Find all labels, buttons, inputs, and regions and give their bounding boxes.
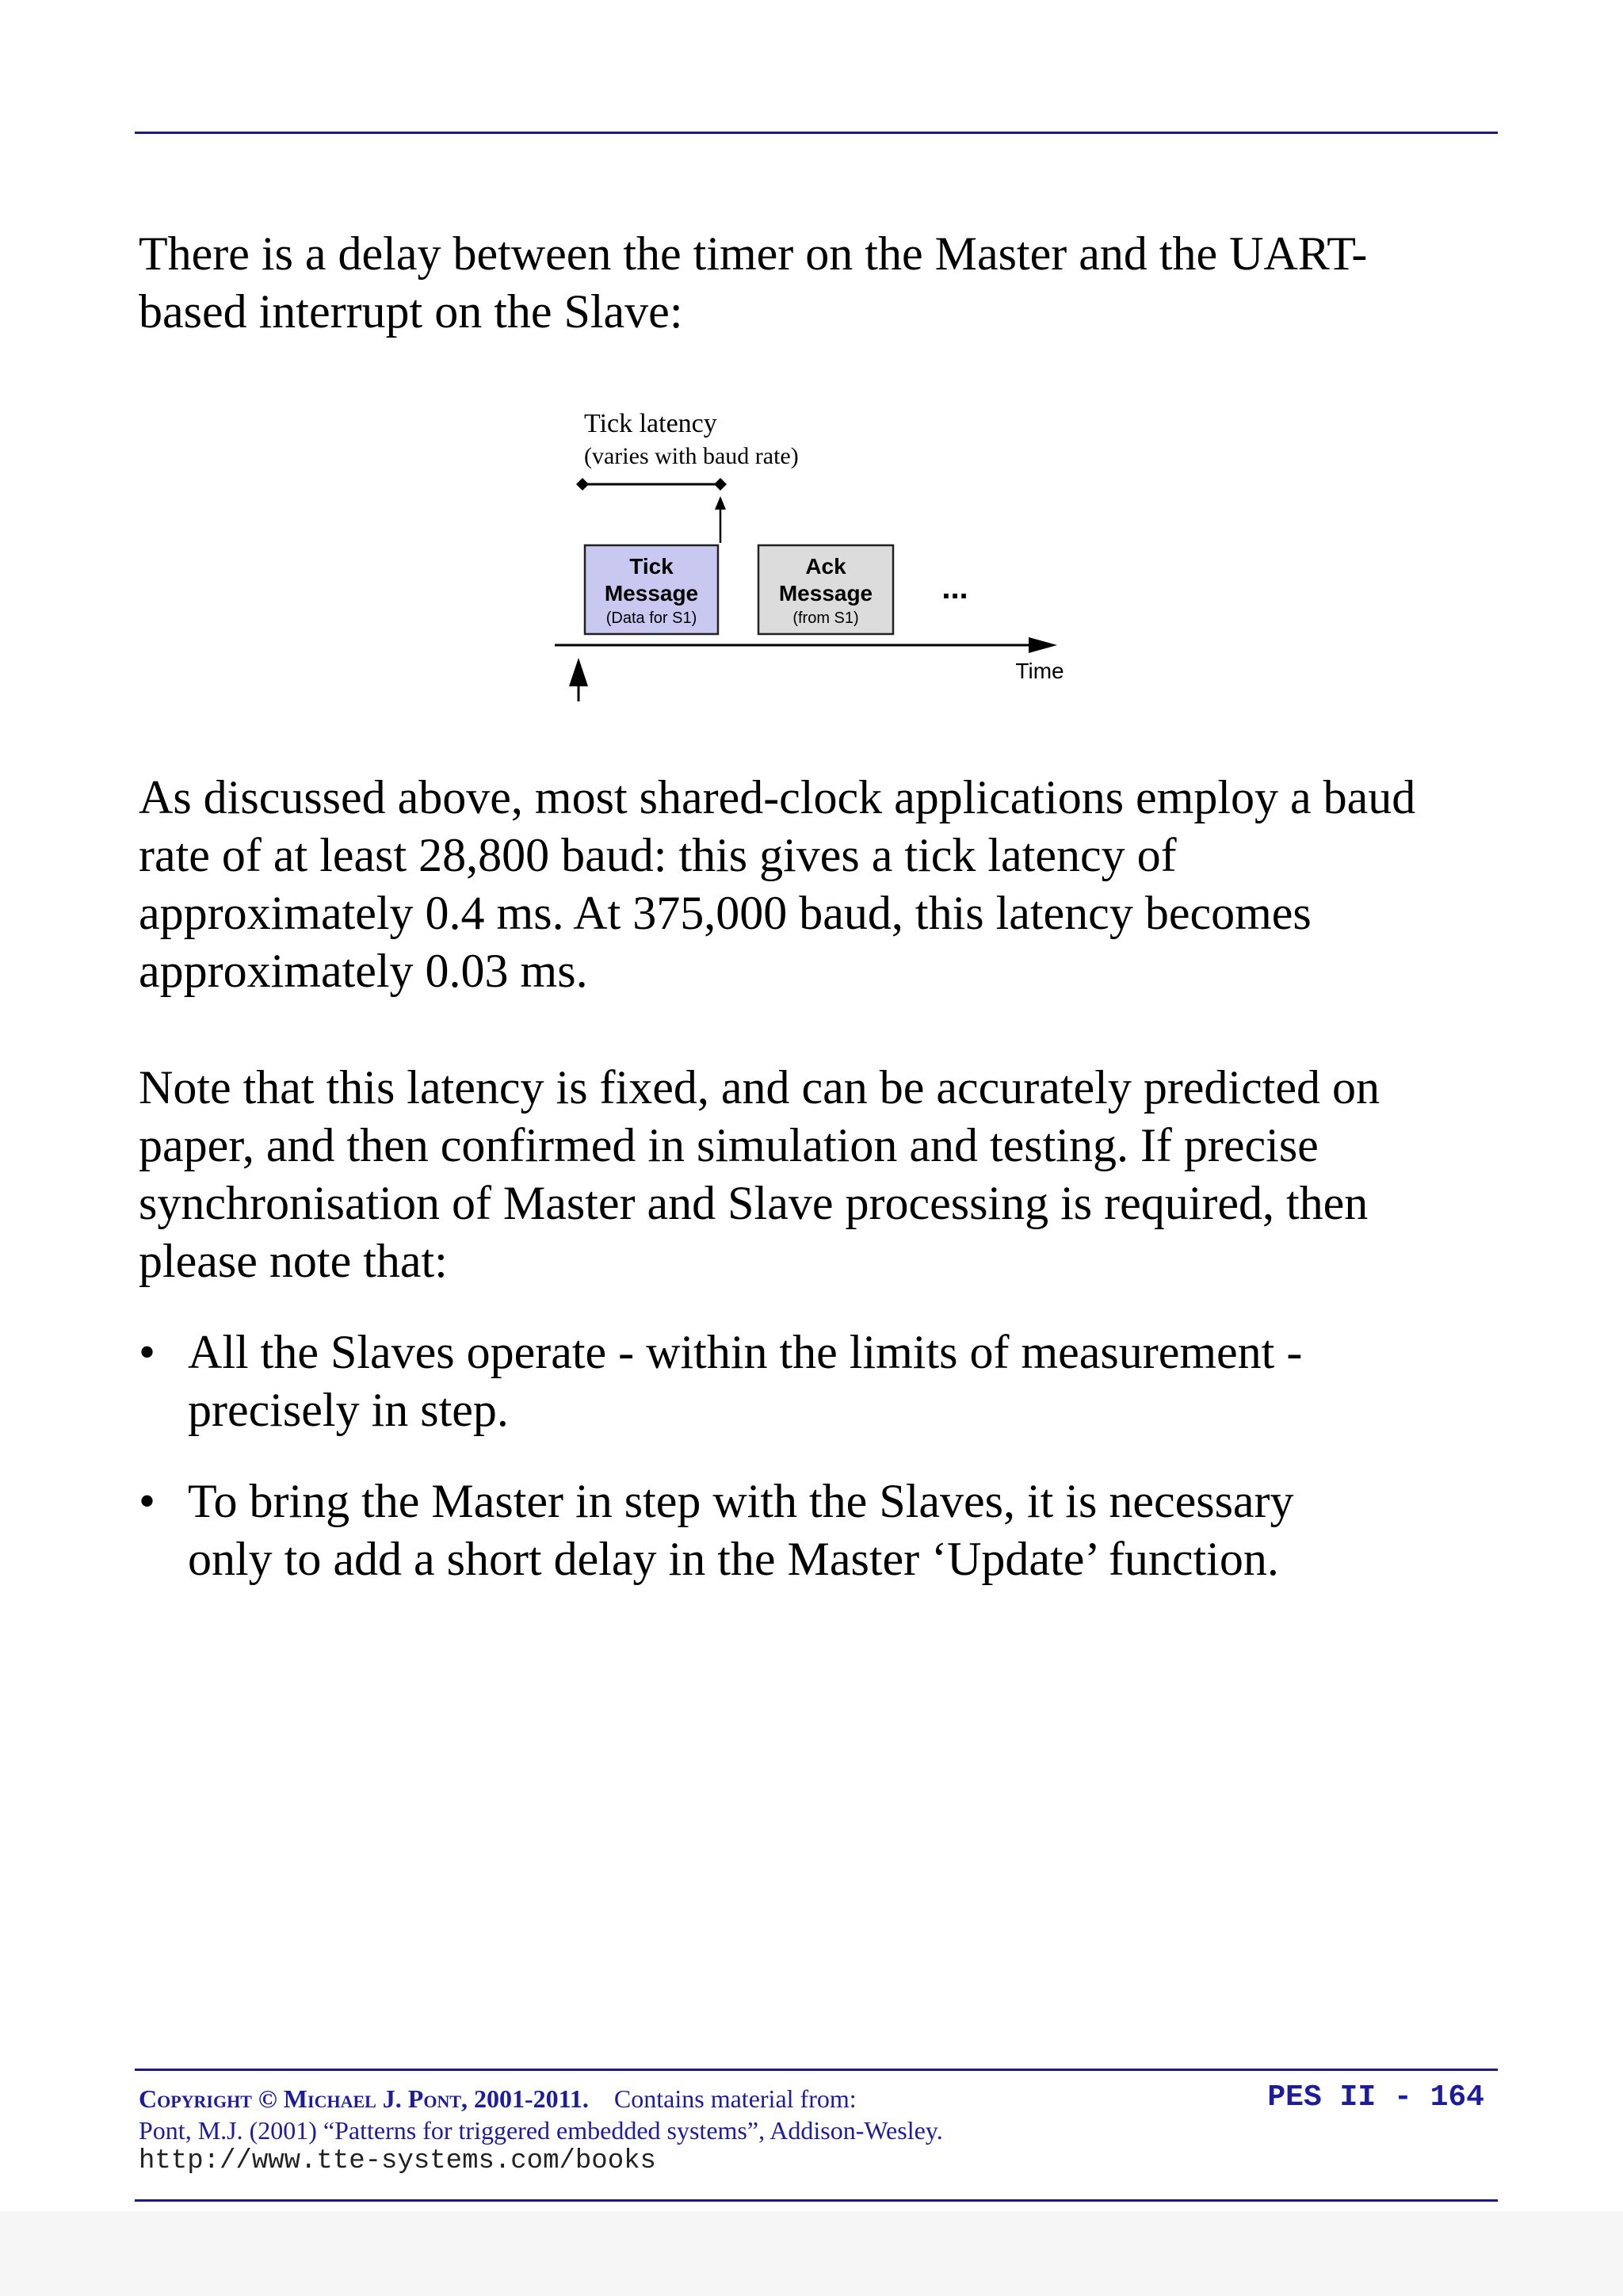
footer-url: http://www.tte-systems.com/books [139, 2146, 656, 2176]
timer-tick-arrow [569, 658, 588, 701]
bullet-2-line-2: only to add a short delay in the Master ‘Update’ function. [188, 1533, 1279, 1585]
latency-line-1: Note that this latency is fixed, and can be accurately predicted on [139, 1061, 1381, 1114]
ack-message-box [758, 545, 893, 634]
tick-message-box [585, 545, 718, 634]
tick-box-note: (Data for S1) [605, 609, 697, 627]
baud-line-3: approximately 0.4 ms. At 375,000 baud, this latency becomes [139, 887, 1312, 939]
bullet-2-line-1: To bring the Master in step with the Slaves, it is necessary [188, 1475, 1294, 1527]
latency-line-4: please note that: [139, 1235, 448, 1287]
page-bottom-margin [0, 2211, 1623, 2296]
intro-line-2: based interrupt on the Slave: [139, 285, 683, 338]
ack-box-line2: Message [778, 581, 873, 606]
footer-copyright-line [139, 2084, 857, 2114]
footer-contains: Contains material from: [613, 2084, 857, 2113]
bullet-2-symbol: • [139, 1475, 156, 1527]
intro-line-1: There is a delay between the timer on the Master and the UART- [139, 227, 1368, 280]
footer-top-rule [135, 2069, 1498, 2071]
latency-paragraph [139, 1059, 1502, 1290]
baud-paragraph [139, 769, 1502, 1000]
latency-note: (varies with baud rate) [584, 443, 799, 469]
tick-box-line1: Tick [629, 554, 674, 579]
baud-line-4: approximately 0.03 ms. [139, 945, 588, 997]
latency-line-3: synchronisation of Master and Slave processing is required, then [139, 1177, 1369, 1229]
tick-latency-diagram [0, 0, 1623, 713]
footer-bottom-rule [135, 2199, 1498, 2202]
footer-reference: Pont, M.J. (2001) “Patterns for triggered embedded systems”, Addison-Wesley. [139, 2116, 943, 2145]
time-axis-label: Time [1015, 659, 1064, 683]
footer-copyright: Copyright © Michael J. Pont, 2001-2011. [139, 2084, 589, 2113]
latency-span-marker [576, 478, 727, 491]
bullet-1-line-2: precisely in step. [188, 1384, 509, 1436]
baud-line-1: As discussed above, most shared-clock applications employ a baud [139, 771, 1416, 823]
latency-label: Tick latency [584, 409, 717, 438]
message-arrival-arrow [715, 496, 726, 543]
time-axis [555, 637, 1057, 653]
page-number: PES II - 164 [1267, 2080, 1484, 2115]
bullet-1-line-1: All the Slaves operate - within the limits of measurement - [188, 1326, 1303, 1378]
tick-box-line2: Message [604, 581, 699, 606]
bullet-1-symbol: • [139, 1326, 156, 1378]
continuation-ellipsis: ... [941, 571, 968, 606]
baud-line-2: rate of at least 28,800 baud: this gives a tick latency of [139, 829, 1177, 881]
ack-box-line1: Ack [805, 554, 846, 579]
latency-line-2: paper, and then confirmed in simulation and testing. If precise [139, 1119, 1319, 1171]
ack-box-note: (from S1) [792, 609, 859, 627]
